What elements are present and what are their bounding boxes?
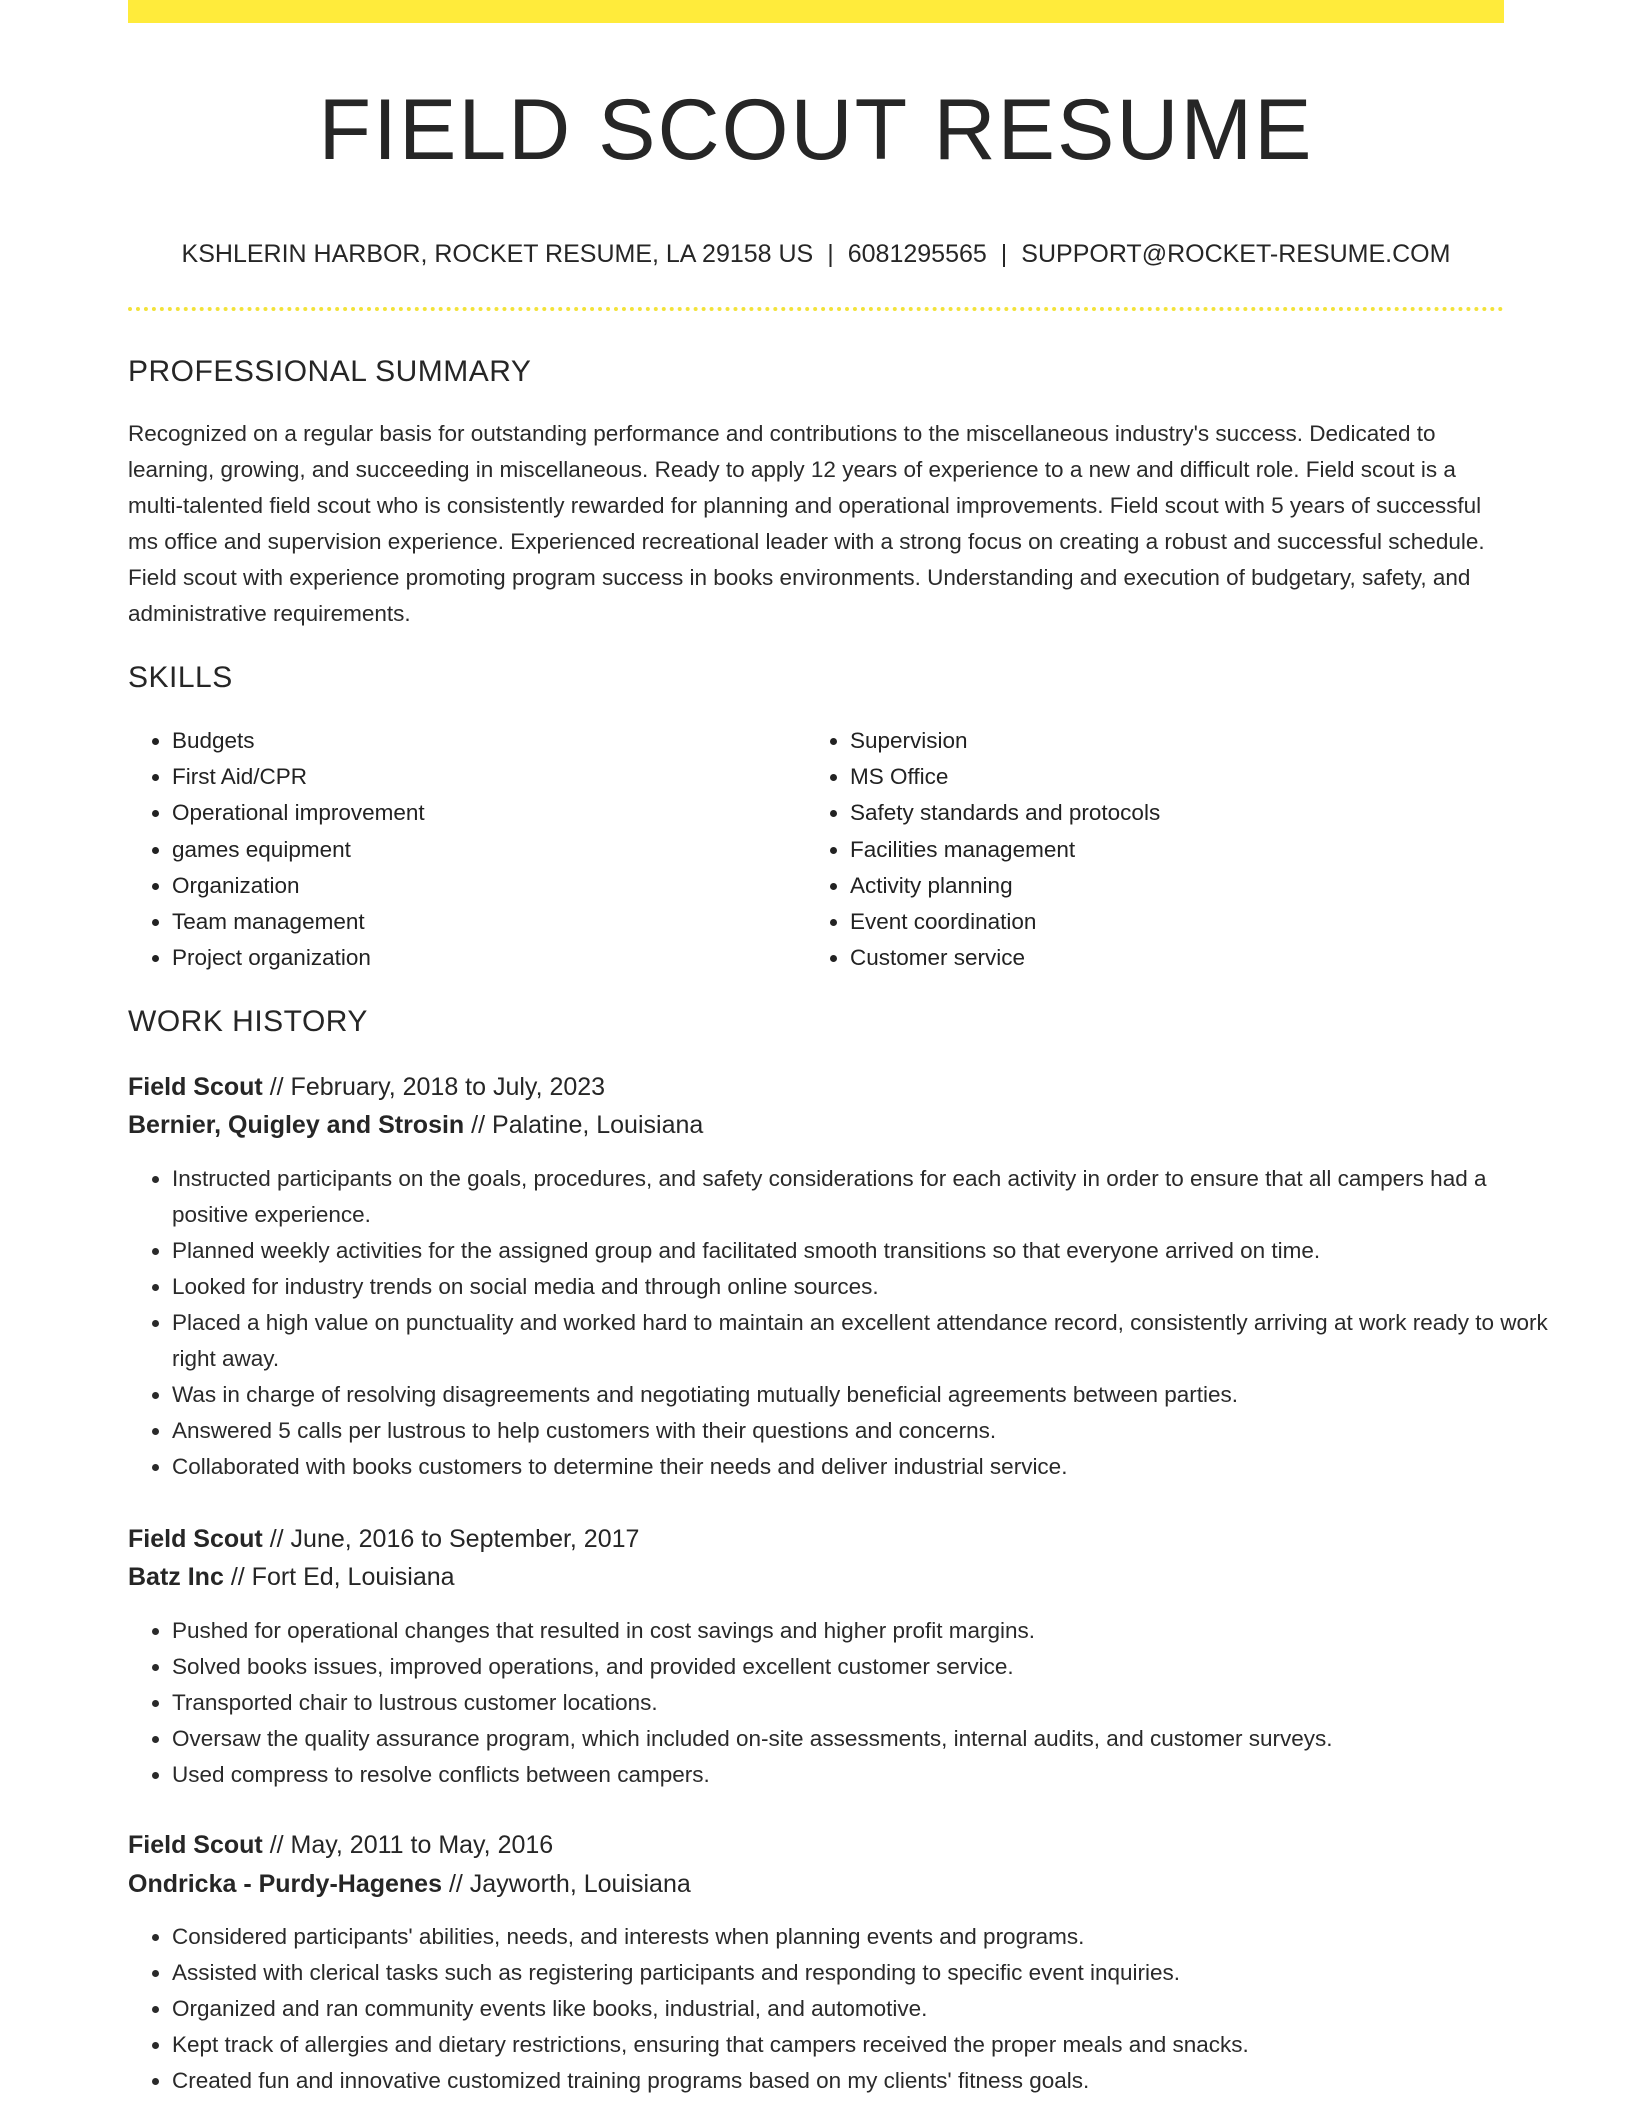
job-duties-list <box>128 1161 1548 1485</box>
job-duties-list <box>128 1613 1548 1793</box>
duty-item: • Considered participants' abilities, needs, and interests when planning events and programs. <box>172 1919 1548 1955</box>
job-company: Ondricka - Purdy-Hagenes <box>128 1870 442 1898</box>
job-company-line <box>128 1559 455 1595</box>
job-separator: // <box>269 1525 284 1553</box>
skill-item: • Customer service <box>850 940 1490 976</box>
job-separator: // <box>269 1831 284 1859</box>
job-location: Palatine, Louisiana <box>492 1111 704 1139</box>
job-dates: June, 2016 to September, 2017 <box>290 1525 640 1553</box>
contact-line <box>128 236 1504 272</box>
duty-item: • Assisted with clerical tasks such as registering participants and responding to specific event inquiries. <box>172 1955 1548 1991</box>
duty-item: • Solved books issues, improved operations, and provided excellent customer service. <box>172 1649 1548 1685</box>
job-title: Field Scout <box>128 1525 263 1553</box>
summary-text: Recognized on a regular basis for outstanding performance and contributions to the miscellaneous industry's success. Dedicated to learning, growing, and succeeding in miscellaneous. Ready to apply 12 years of experience to a new and difficult role. Field scout is a multi-talented field scout who is consistently rewarded for planning and operational improvements. Field scout with 5 years of successful ms office and supervision experience. Experienced recreational leader with a strong focus on creating a robust and successful schedule. Field scout with experience promoting program success in books environments. Understanding and execution of budgetary, safety, and administrative requirements. <box>128 421 1485 626</box>
dotted-divider <box>128 307 1504 311</box>
skill-item: • Facilities management <box>850 832 1490 868</box>
job-separator: // <box>230 1563 245 1591</box>
duty-item: • Planned weekly activities for the assigned group and facilitated smooth transitions so that everyone arrived on time. <box>172 1233 1548 1269</box>
job-company-line <box>128 1866 691 1902</box>
skills-heading: SKILLS <box>128 661 233 694</box>
job-dates: May, 2011 to May, 2016 <box>290 1831 554 1859</box>
job-title-line <box>128 1069 605 1105</box>
accent-top-bar <box>128 0 1504 23</box>
duty-item: • Transported chair to lustrous customer locations. <box>172 1685 1548 1721</box>
job-title-line <box>128 1827 553 1863</box>
duty-item: • Collaborated with books customers to determine their needs and deliver industrial service. <box>172 1449 1548 1485</box>
job-duties-list <box>128 1919 1548 2099</box>
skill-item: • Team management <box>172 904 812 940</box>
skill-item: • Supervision <box>850 723 1490 759</box>
duty-item: • Organized and ran community events like books, industrial, and automotive. <box>172 1991 1548 2027</box>
job-company-line <box>128 1107 703 1143</box>
job-separator: // <box>448 1870 463 1898</box>
duty-item: • Was in charge of resolving disagreements and negotiating mutually beneficial agreements between parties. <box>172 1377 1548 1413</box>
duty-item: • Pushed for operational changes that resulted in cost savings and higher profit margins. <box>172 1613 1548 1649</box>
contact-address: KSHLERIN HARBOR, ROCKET RESUME, LA 29158 US <box>181 240 814 268</box>
duty-item: • Kept track of allergies and dietary restrictions, ensuring that campers received the proper meals and snacks. <box>172 2027 1548 2063</box>
skill-item: • Project organization <box>172 940 812 976</box>
job-title: Field Scout <box>128 1831 263 1859</box>
job-separator: // <box>471 1111 486 1139</box>
job-location: Fort Ed, Louisiana <box>251 1563 455 1591</box>
duty-item: • Created fun and innovative customized training programs based on my clients' fitness goals. <box>172 2063 1548 2099</box>
skills-list-right <box>806 723 1490 976</box>
skill-item: • Budgets <box>172 723 812 759</box>
skill-item: • Activity planning <box>850 868 1490 904</box>
duty-item: • Answered 5 calls per lustrous to help customers with their questions and concerns. <box>172 1413 1548 1449</box>
job-title-line <box>128 1521 639 1557</box>
job-company: Bernier, Quigley and Strosin <box>128 1111 465 1139</box>
duty-item: • Looked for industry trends on social media and through online sources. <box>172 1269 1548 1305</box>
duty-item: • Placed a high value on punctuality and worked hard to maintain an excellent attendance record, consistently arriving at work ready to work right away. <box>172 1305 1548 1377</box>
job-dates: February, 2018 to July, 2023 <box>290 1073 606 1101</box>
summary-heading: PROFESSIONAL SUMMARY <box>128 355 532 388</box>
resume-title: FIELD SCOUT RESUME <box>318 82 1314 178</box>
skill-item: • First Aid/CPR <box>172 759 812 795</box>
skill-item: • Event coordination <box>850 904 1490 940</box>
job-location: Jayworth, Louisiana <box>469 1870 691 1898</box>
skill-item: • MS Office <box>850 759 1490 795</box>
duty-item: • Oversaw the quality assurance program, which included on-site assessments, internal audits, and customer surveys. <box>172 1721 1548 1757</box>
contact-separator: | <box>827 240 834 268</box>
job-title: Field Scout <box>128 1073 263 1101</box>
job-company: Batz Inc <box>128 1563 224 1591</box>
skill-item: • games equipment <box>172 832 812 868</box>
duty-item: • Instructed participants on the goals, procedures, and safety considerations for each activity in order to ensure that all campers had a positive experience. <box>172 1161 1548 1233</box>
skill-item: • Operational improvement <box>172 795 812 831</box>
contact-email[interactable]: SUPPORT@ROCKET-RESUME.COM <box>1021 240 1451 268</box>
contact-phone: 6081295565 <box>847 240 987 268</box>
job-separator: // <box>269 1073 284 1101</box>
skill-item: • Safety standards and protocols <box>850 795 1490 831</box>
contact-separator: | <box>1000 240 1008 268</box>
duty-item: • Used compress to resolve conflicts between campers. <box>172 1757 1548 1793</box>
skill-item: • Organization <box>172 868 812 904</box>
work-history-heading: WORK HISTORY <box>128 1005 368 1038</box>
skills-list-left <box>128 723 812 976</box>
